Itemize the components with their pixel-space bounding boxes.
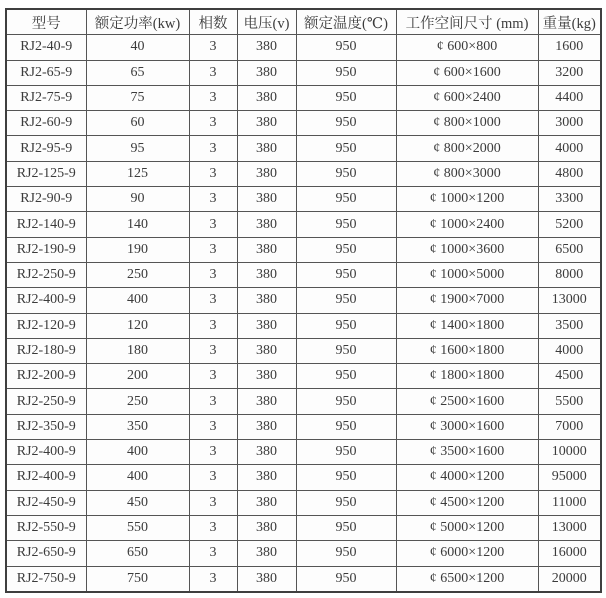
table-cell: RJ2-75-9 bbox=[6, 85, 86, 110]
table-cell: 3 bbox=[189, 515, 237, 540]
table-cell: 950 bbox=[296, 389, 396, 414]
table-cell: 3 bbox=[189, 490, 237, 515]
column-header: 额定功率(kw) bbox=[86, 9, 189, 35]
table-cell: 950 bbox=[296, 85, 396, 110]
table-cell: 380 bbox=[237, 364, 296, 389]
table-cell: 380 bbox=[237, 490, 296, 515]
table-cell: 90 bbox=[86, 187, 189, 212]
table-cell: 950 bbox=[296, 541, 396, 566]
table-row bbox=[6, 111, 601, 136]
table-cell: 3 bbox=[189, 60, 237, 85]
table-cell: 8000 bbox=[538, 262, 601, 287]
table-cell: ¢ 4500×1200 bbox=[396, 490, 538, 515]
table-row bbox=[6, 465, 601, 490]
table-cell: 3 bbox=[189, 338, 237, 363]
table-cell: 3 bbox=[189, 566, 237, 592]
table-cell: 1600 bbox=[538, 35, 601, 60]
table-body bbox=[6, 35, 601, 592]
table-cell: RJ2-95-9 bbox=[6, 136, 86, 161]
table-cell: 380 bbox=[237, 465, 296, 490]
table-row bbox=[6, 566, 601, 592]
table-cell: RJ2-190-9 bbox=[6, 237, 86, 262]
table-cell: 3200 bbox=[538, 60, 601, 85]
table-cell: 950 bbox=[296, 313, 396, 338]
table-cell: RJ2-65-9 bbox=[6, 60, 86, 85]
table-cell: RJ2-350-9 bbox=[6, 414, 86, 439]
table-cell: RJ2-250-9 bbox=[6, 389, 86, 414]
table-cell: 10000 bbox=[538, 440, 601, 465]
column-header: 型号 bbox=[6, 9, 86, 35]
table-cell: 950 bbox=[296, 136, 396, 161]
table-cell: RJ2-250-9 bbox=[6, 262, 86, 287]
table-cell: RJ2-750-9 bbox=[6, 566, 86, 592]
table-cell: 350 bbox=[86, 414, 189, 439]
table-cell: 950 bbox=[296, 212, 396, 237]
table-cell: 4500 bbox=[538, 364, 601, 389]
table-cell: 400 bbox=[86, 288, 189, 313]
table-cell: 950 bbox=[296, 237, 396, 262]
table-cell: 3 bbox=[189, 440, 237, 465]
table-cell: ¢ 6000×1200 bbox=[396, 541, 538, 566]
table-cell: 380 bbox=[237, 136, 296, 161]
table-cell: 16000 bbox=[538, 541, 601, 566]
table-cell: ¢ 800×2000 bbox=[396, 136, 538, 161]
table-cell: 5500 bbox=[538, 389, 601, 414]
table-cell: 950 bbox=[296, 364, 396, 389]
table-cell: 3500 bbox=[538, 313, 601, 338]
table-cell: RJ2-450-9 bbox=[6, 490, 86, 515]
table-cell: 950 bbox=[296, 35, 396, 60]
table-cell: 380 bbox=[237, 440, 296, 465]
table-cell: ¢ 5000×1200 bbox=[396, 515, 538, 540]
table-cell: RJ2-400-9 bbox=[6, 288, 86, 313]
table-row bbox=[6, 212, 601, 237]
table-cell: ¢ 6500×1200 bbox=[396, 566, 538, 592]
table-cell: ¢ 4000×1200 bbox=[396, 465, 538, 490]
table-cell: 95000 bbox=[538, 465, 601, 490]
table-cell: 125 bbox=[86, 161, 189, 186]
table-cell: 380 bbox=[237, 414, 296, 439]
table-cell: 950 bbox=[296, 262, 396, 287]
table-cell: 380 bbox=[237, 389, 296, 414]
table-cell: 190 bbox=[86, 237, 189, 262]
table-cell: ¢ 1400×1800 bbox=[396, 313, 538, 338]
table-cell: 400 bbox=[86, 465, 189, 490]
table-cell: RJ2-400-9 bbox=[6, 440, 86, 465]
table-cell: 380 bbox=[237, 60, 296, 85]
table-row bbox=[6, 541, 601, 566]
table-cell: RJ2-400-9 bbox=[6, 465, 86, 490]
table-cell: 950 bbox=[296, 566, 396, 592]
table-cell: ¢ 600×1600 bbox=[396, 60, 538, 85]
table-cell: 5200 bbox=[538, 212, 601, 237]
table-cell: 3 bbox=[189, 35, 237, 60]
table-row bbox=[6, 187, 601, 212]
table-row bbox=[6, 288, 601, 313]
table-cell: 180 bbox=[86, 338, 189, 363]
table-cell: 950 bbox=[296, 490, 396, 515]
table-cell: 95 bbox=[86, 136, 189, 161]
table-cell: ¢ 1000×2400 bbox=[396, 212, 538, 237]
table-cell: 380 bbox=[237, 288, 296, 313]
table-row bbox=[6, 136, 601, 161]
table-cell: 450 bbox=[86, 490, 189, 515]
column-header: 重量(kg) bbox=[538, 9, 601, 35]
table-cell: 120 bbox=[86, 313, 189, 338]
table-cell: 11000 bbox=[538, 490, 601, 515]
table-cell: 950 bbox=[296, 440, 396, 465]
column-header: 相数 bbox=[189, 9, 237, 35]
table-cell: 3 bbox=[189, 161, 237, 186]
table-row bbox=[6, 338, 601, 363]
table-cell: 3 bbox=[189, 465, 237, 490]
table-row bbox=[6, 490, 601, 515]
table-cell: 3 bbox=[189, 541, 237, 566]
table-cell: 3 bbox=[189, 364, 237, 389]
table-row bbox=[6, 414, 601, 439]
column-header: 额定温度(℃) bbox=[296, 9, 396, 35]
table-cell: 380 bbox=[237, 35, 296, 60]
table-cell: 550 bbox=[86, 515, 189, 540]
table-cell: 380 bbox=[237, 212, 296, 237]
table-row bbox=[6, 60, 601, 85]
table-cell: 650 bbox=[86, 541, 189, 566]
table-cell: 380 bbox=[237, 237, 296, 262]
table-cell: ¢ 1000×3600 bbox=[396, 237, 538, 262]
table-row bbox=[6, 35, 601, 60]
table-cell: 380 bbox=[237, 541, 296, 566]
table-cell: 200 bbox=[86, 364, 189, 389]
table-row bbox=[6, 161, 601, 186]
table-cell: ¢ 800×1000 bbox=[396, 111, 538, 136]
table-cell: 380 bbox=[237, 566, 296, 592]
table-cell: 3300 bbox=[538, 187, 601, 212]
table-cell: ¢ 1600×1800 bbox=[396, 338, 538, 363]
spec-table-container bbox=[5, 8, 602, 593]
table-header-row bbox=[6, 9, 601, 35]
table-cell: ¢ 1900×7000 bbox=[396, 288, 538, 313]
table-cell: 3 bbox=[189, 262, 237, 287]
table-cell: 380 bbox=[237, 515, 296, 540]
table-cell: 4800 bbox=[538, 161, 601, 186]
table-row bbox=[6, 313, 601, 338]
table-cell: 7000 bbox=[538, 414, 601, 439]
table-cell: RJ2-180-9 bbox=[6, 338, 86, 363]
table-cell: RJ2-200-9 bbox=[6, 364, 86, 389]
table-cell: 400 bbox=[86, 440, 189, 465]
table-cell: 140 bbox=[86, 212, 189, 237]
table-row bbox=[6, 389, 601, 414]
table-cell: 380 bbox=[237, 187, 296, 212]
table-cell: 3 bbox=[189, 85, 237, 110]
table-cell: 380 bbox=[237, 262, 296, 287]
table-cell: 950 bbox=[296, 515, 396, 540]
table-cell: ¢ 600×2400 bbox=[396, 85, 538, 110]
table-row bbox=[6, 364, 601, 389]
table-cell: 3 bbox=[189, 136, 237, 161]
table-cell: 380 bbox=[237, 85, 296, 110]
table-cell: 6500 bbox=[538, 237, 601, 262]
table-row bbox=[6, 440, 601, 465]
table-cell: ¢ 600×800 bbox=[396, 35, 538, 60]
table-cell: 950 bbox=[296, 187, 396, 212]
table-row bbox=[6, 237, 601, 262]
table-cell: 950 bbox=[296, 338, 396, 363]
table-cell: 950 bbox=[296, 288, 396, 313]
column-header: 工作空间尺寸 (mm) bbox=[396, 9, 538, 35]
table-cell: 950 bbox=[296, 414, 396, 439]
table-cell: ¢ 3000×1600 bbox=[396, 414, 538, 439]
table-cell: ¢ 2500×1600 bbox=[396, 389, 538, 414]
table-cell: 250 bbox=[86, 262, 189, 287]
table-cell: RJ2-550-9 bbox=[6, 515, 86, 540]
table-cell: 4000 bbox=[538, 338, 601, 363]
table-cell: 3 bbox=[189, 237, 237, 262]
table-cell: 3 bbox=[189, 187, 237, 212]
table-cell: ¢ 1000×5000 bbox=[396, 262, 538, 287]
table-cell: 3 bbox=[189, 414, 237, 439]
table-cell: RJ2-650-9 bbox=[6, 541, 86, 566]
table-cell: 380 bbox=[237, 111, 296, 136]
table-cell: 950 bbox=[296, 111, 396, 136]
table-cell: 60 bbox=[86, 111, 189, 136]
table-cell: 380 bbox=[237, 313, 296, 338]
table-cell: RJ2-60-9 bbox=[6, 111, 86, 136]
table-cell: RJ2-40-9 bbox=[6, 35, 86, 60]
table-cell: 950 bbox=[296, 60, 396, 85]
table-cell: 65 bbox=[86, 60, 189, 85]
table-cell: 4400 bbox=[538, 85, 601, 110]
table-cell: 380 bbox=[237, 338, 296, 363]
table-cell: 40 bbox=[86, 35, 189, 60]
table-row bbox=[6, 85, 601, 110]
table-cell: 20000 bbox=[538, 566, 601, 592]
table-cell: 13000 bbox=[538, 288, 601, 313]
table-row bbox=[6, 262, 601, 287]
table-cell: ¢ 1000×1200 bbox=[396, 187, 538, 212]
table-cell: 380 bbox=[237, 161, 296, 186]
spec-table bbox=[5, 8, 602, 593]
table-cell: 3 bbox=[189, 389, 237, 414]
table-cell: RJ2-90-9 bbox=[6, 187, 86, 212]
table-row bbox=[6, 515, 601, 540]
table-cell: 3 bbox=[189, 212, 237, 237]
table-cell: 13000 bbox=[538, 515, 601, 540]
table-cell: 950 bbox=[296, 161, 396, 186]
table-cell: ¢ 1800×1800 bbox=[396, 364, 538, 389]
table-cell: RJ2-120-9 bbox=[6, 313, 86, 338]
table-cell: 3 bbox=[189, 111, 237, 136]
table-cell: 75 bbox=[86, 85, 189, 110]
table-cell: 950 bbox=[296, 465, 396, 490]
table-cell: 3 bbox=[189, 288, 237, 313]
table-cell: ¢ 800×3000 bbox=[396, 161, 538, 186]
table-cell: 4000 bbox=[538, 136, 601, 161]
table-cell: 250 bbox=[86, 389, 189, 414]
column-header: 电压(v) bbox=[237, 9, 296, 35]
table-cell: ¢ 3500×1600 bbox=[396, 440, 538, 465]
table-cell: RJ2-125-9 bbox=[6, 161, 86, 186]
table-cell: 3000 bbox=[538, 111, 601, 136]
table-cell: 3 bbox=[189, 313, 237, 338]
table-cell: RJ2-140-9 bbox=[6, 212, 86, 237]
table-cell: 750 bbox=[86, 566, 189, 592]
